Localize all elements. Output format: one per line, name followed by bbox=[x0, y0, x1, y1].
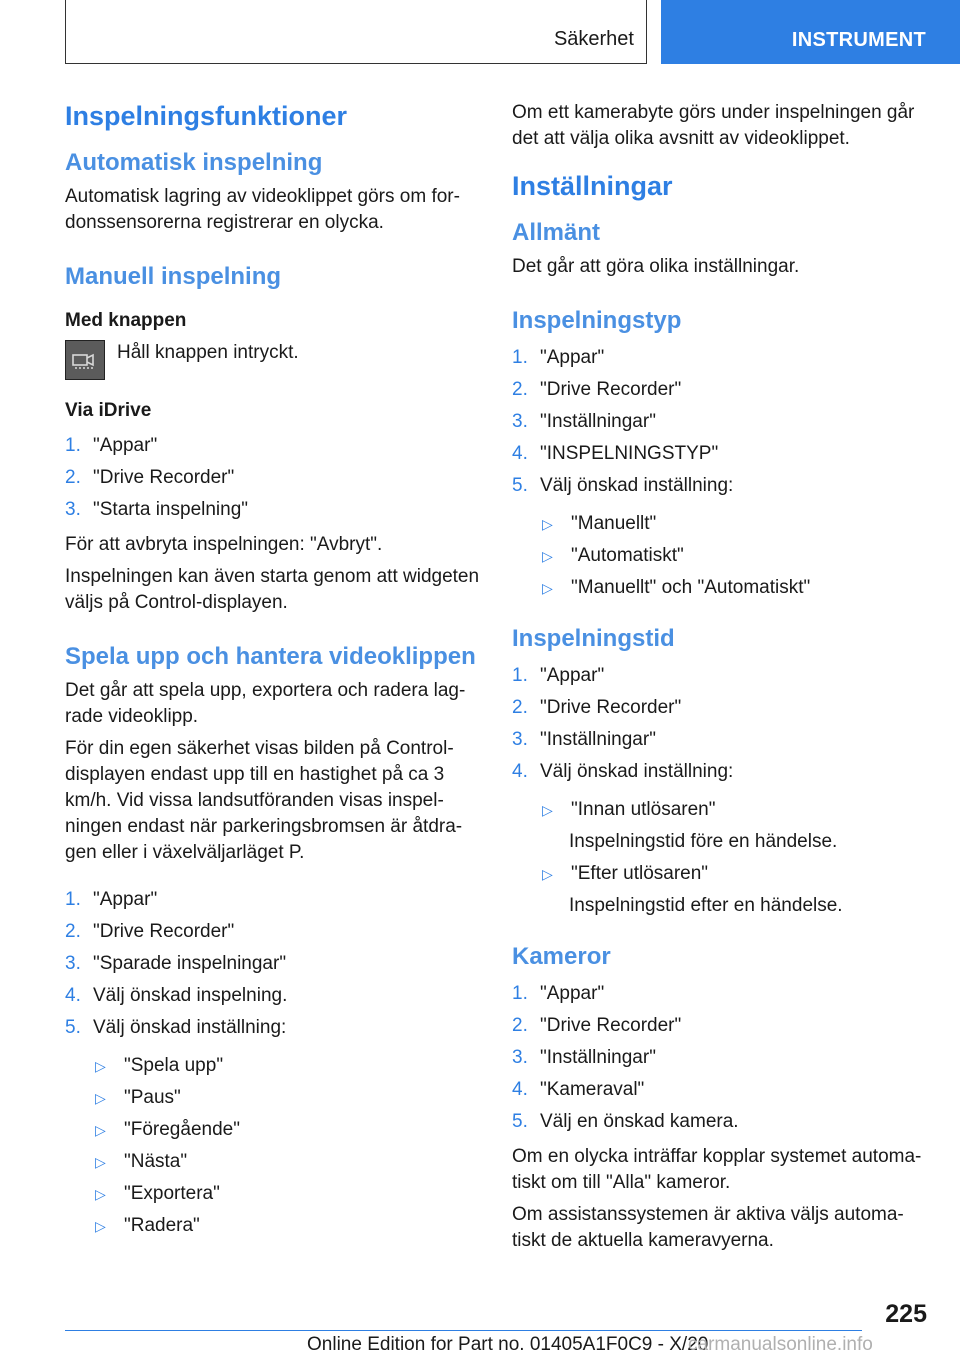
idrive-steps bbox=[65, 430, 480, 526]
list-item: ▷ "Manuellt" och "Automatiskt" bbox=[542, 576, 811, 598]
list-item: 2. "Drive Recorder" bbox=[512, 378, 682, 400]
list-item: 5. Välj önskad inställning: bbox=[512, 474, 734, 496]
list-item: ▷ "Automatiskt" bbox=[542, 544, 684, 566]
recording-time-heading: Inspelningstid bbox=[512, 624, 675, 652]
list-item: 2. "Drive Recorder" bbox=[65, 920, 235, 942]
recording-type-options bbox=[512, 508, 932, 604]
camera-switch-text: Om ett kamerabyte görs under inspelningen går det att välja olika avsnitt av videoklippet. bbox=[512, 102, 915, 149]
page-title: Inspelningsfunktioner bbox=[65, 101, 348, 131]
footer-divider bbox=[65, 1330, 862, 1331]
right-column bbox=[512, 100, 932, 1260]
list-item: 3. "Inställningar" bbox=[512, 728, 656, 750]
auto-recording-text: Automatisk lagring av videoklippet görs om for-donssensorerna registrerar en olycka. bbox=[65, 185, 460, 233]
list-item: 4. Välj önskad inställning: bbox=[512, 760, 734, 782]
auto-recording-heading: Automatisk inspelning bbox=[65, 148, 323, 176]
header-tab-instrument[interactable] bbox=[661, 0, 960, 64]
record-button-icon bbox=[65, 340, 105, 380]
list-item: ▷ "Efter utlösaren" bbox=[542, 862, 709, 884]
list-item: 3. "Inställningar" bbox=[512, 410, 656, 432]
list-item: 2. "Drive Recorder" bbox=[65, 466, 235, 488]
playback-text-1: Det går att spela upp, exportera och radera lag-rade videoklipp. bbox=[65, 679, 466, 727]
list-item: 3. "Starta inspelning" bbox=[65, 498, 249, 520]
time-option-1-note: Inspelningstid före en händelse. bbox=[569, 830, 838, 852]
via-idrive-heading: Via iDrive bbox=[65, 399, 152, 421]
page-number: 225 bbox=[885, 1300, 927, 1328]
list-item: ▷ "Nästa" bbox=[95, 1150, 188, 1172]
time-option-2-note: Inspelningstid efter en händelse. bbox=[569, 894, 843, 916]
list-item: 4. Välj önskad inspelning. bbox=[65, 984, 288, 1006]
list-item: 1. "Appar" bbox=[512, 346, 605, 368]
playback-text-2: För din egen säkerhet visas bilden på Control-displayen endast upp till en hastighet på ca 3 km/h. Vid vissa landsutföranden visas inspel-ningen endast när parkeringsbromsen är åtdra-gen eller i växelväljarläget P. bbox=[65, 737, 463, 863]
list-item: 4. "INSPELNINGSTYP" bbox=[512, 442, 719, 464]
list-item: 5. Välj en önskad kamera. bbox=[512, 1110, 739, 1132]
list-item: 4. "Kameraval" bbox=[512, 1078, 645, 1100]
manual-recording-heading: Manuell inspelning bbox=[65, 262, 282, 290]
list-item: 2. "Drive Recorder" bbox=[512, 696, 682, 718]
cameras-heading: Kameror bbox=[512, 942, 611, 970]
general-text: Det går att göra olika inställningar. bbox=[512, 255, 800, 277]
list-item: 3. "Sparade inspelningar" bbox=[65, 952, 287, 974]
cancel-text: För att avbryta inspelningen: "Avbryt". bbox=[65, 533, 383, 555]
header-section-label: Säkerhet bbox=[553, 28, 634, 50]
list-item: 3. "Inställningar" bbox=[512, 1046, 656, 1068]
recording-type-steps bbox=[512, 342, 932, 502]
recording-time-steps bbox=[512, 660, 932, 788]
list-item: 1. "Appar" bbox=[65, 888, 158, 910]
with-button-heading: Med knappen bbox=[65, 309, 187, 331]
cameras-steps bbox=[512, 978, 932, 1138]
list-item: ▷ "Innan utlösaren" bbox=[542, 798, 716, 820]
list-item: 1. "Appar" bbox=[65, 434, 158, 456]
watermark: carmanualsonline.info bbox=[688, 1334, 873, 1355]
list-item: ▷ "Föregående" bbox=[95, 1118, 240, 1140]
cameras-text-1: Om en olycka inträffar kopplar systemet automa-tiskt om till "Alla" kameror. bbox=[512, 1145, 922, 1193]
left-column bbox=[65, 100, 480, 1242]
playback-heading: Spela upp och hantera videoklippen bbox=[65, 642, 476, 670]
recording-time-options-2 bbox=[512, 858, 932, 890]
settings-title: Inställningar bbox=[512, 171, 673, 201]
general-heading: Allmänt bbox=[512, 218, 601, 246]
list-item: ▷ "Exportera" bbox=[95, 1182, 220, 1204]
widget-text: Inspelningen kan även starta genom att widgeten väljs på Control-displayen. bbox=[65, 565, 480, 613]
recording-time-options bbox=[512, 794, 932, 826]
list-item: ▷ "Manuellt" bbox=[542, 512, 657, 534]
header-tab-label: INSTRUMENT bbox=[791, 29, 926, 51]
list-item: 2. "Drive Recorder" bbox=[512, 1014, 682, 1036]
list-item: ▷ "Radera" bbox=[95, 1214, 200, 1236]
recording-type-heading: Inspelningstyp bbox=[512, 306, 682, 334]
list-item: ▷ "Paus" bbox=[95, 1086, 181, 1108]
footer-edition: Online Edition for Part no. 01405A1F0C9 - X/20 bbox=[307, 1334, 709, 1355]
with-button-text: Håll knappen intryckt. bbox=[117, 341, 299, 363]
cameras-text-2: Om assistanssystemen är aktiva väljs automa-tiskt de aktuella kameravyerna. bbox=[512, 1203, 904, 1251]
header-section-box bbox=[65, 0, 647, 64]
playback-options bbox=[65, 1050, 480, 1242]
list-item: 1. "Appar" bbox=[512, 982, 605, 1004]
list-item: 5. Välj önskad inställning: bbox=[65, 1016, 287, 1038]
list-item: 1. "Appar" bbox=[512, 664, 605, 686]
button-instruction bbox=[65, 340, 480, 380]
list-item: ▷ "Spela upp" bbox=[95, 1054, 224, 1076]
playback-steps bbox=[65, 884, 480, 1044]
